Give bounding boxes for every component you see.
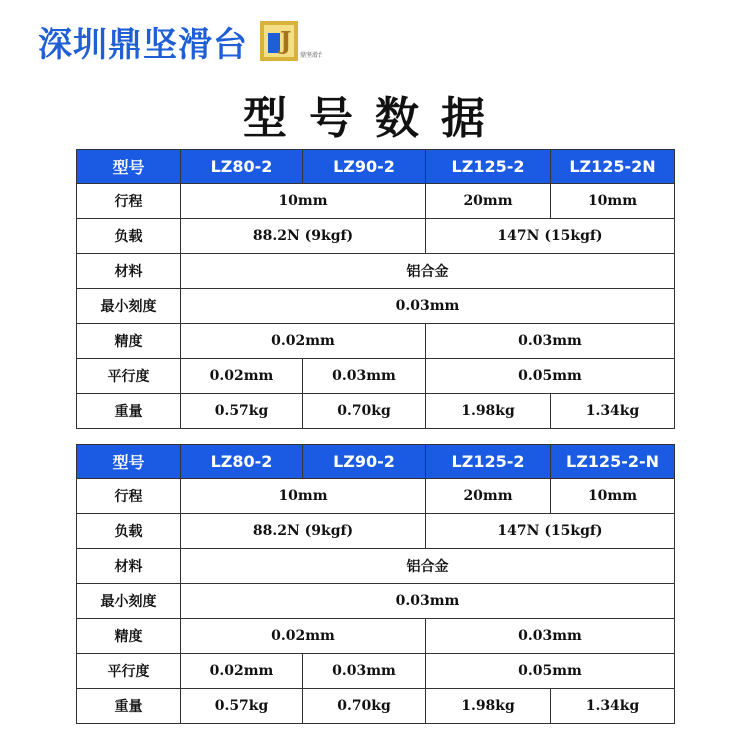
value-cell: 10mm (181, 184, 426, 219)
value-cell: 0.03mm (181, 584, 675, 619)
value-cell: 0.02mm (181, 324, 426, 359)
row-label: 负载 (77, 514, 181, 549)
brand-header (38, 18, 322, 64)
spec-table-2 (76, 444, 675, 724)
row-label: 重量 (77, 394, 181, 429)
row-label: 精度 (77, 324, 181, 359)
table-row-material (77, 549, 675, 584)
row-label: 最小刻度 (77, 584, 181, 619)
header-cell: LZ125-2-N (551, 445, 675, 479)
value-cell: 10mm (551, 184, 675, 219)
table-row-material (77, 254, 675, 289)
brand-name: 深圳鼎坚滑台 (38, 24, 248, 65)
value-cell: 0.03mm (426, 619, 675, 654)
value-cell: 88.2N (9kgf) (181, 514, 426, 549)
row-label: 精度 (77, 619, 181, 654)
table-row-parallelism (77, 654, 675, 689)
logo-caption: 鼎坚滑台 (300, 52, 322, 59)
table-row-load (77, 219, 675, 254)
row-label: 平行度 (77, 654, 181, 689)
value-cell: 铝合金 (181, 549, 675, 584)
page-title: 型号数据 (243, 93, 507, 144)
table-row-stroke (77, 184, 675, 219)
header-cell: LZ125-2 (426, 150, 551, 184)
value-cell: 1.34kg (551, 394, 675, 429)
table-row-accuracy (77, 619, 675, 654)
table-row-stroke (77, 479, 675, 514)
header-cell-model: 型号 (77, 150, 181, 184)
header-cell-model: 型号 (77, 445, 181, 479)
row-label: 重量 (77, 689, 181, 724)
header-cell: LZ80-2 (181, 445, 303, 479)
value-cell: 0.02mm (181, 654, 303, 689)
logo-icon (258, 19, 322, 63)
logo-letter: J (280, 26, 292, 55)
value-cell: 1.98kg (426, 394, 551, 429)
value-cell: 10mm (181, 479, 426, 514)
table-row-weight (77, 689, 675, 724)
value-cell: 88.2N (9kgf) (181, 219, 426, 254)
value-cell: 0.03mm (303, 654, 426, 689)
value-cell: 0.02mm (181, 359, 303, 394)
header-cell: LZ125-2N (551, 150, 675, 184)
value-cell: 10mm (551, 479, 675, 514)
value-cell: 147N (15kgf) (426, 514, 675, 549)
table-row-load (77, 514, 675, 549)
value-cell: 铝合金 (181, 254, 675, 289)
table-row-min-scale (77, 584, 675, 619)
value-cell: 20mm (426, 479, 551, 514)
header-cell: LZ80-2 (181, 150, 303, 184)
table-row-min-scale (77, 289, 675, 324)
table-row-accuracy (77, 324, 675, 359)
table-header-row (77, 150, 675, 184)
value-cell: 0.70kg (303, 689, 426, 724)
row-label: 行程 (77, 184, 181, 219)
header-cell: LZ125-2 (426, 445, 551, 479)
company-logo (258, 19, 322, 63)
value-cell: 0.02mm (181, 619, 426, 654)
value-cell: 0.57kg (181, 689, 303, 724)
value-cell: 0.03mm (303, 359, 426, 394)
value-cell: 0.03mm (181, 289, 675, 324)
row-label: 材料 (77, 549, 181, 584)
row-label: 材料 (77, 254, 181, 289)
value-cell: 0.05mm (426, 359, 675, 394)
value-cell: 1.34kg (551, 689, 675, 724)
value-cell: 20mm (426, 184, 551, 219)
value-cell: 0.03mm (426, 324, 675, 359)
header-cell: LZ90-2 (303, 445, 426, 479)
value-cell: 147N (15kgf) (426, 219, 675, 254)
value-cell: 0.05mm (426, 654, 675, 689)
value-cell: 1.98kg (426, 689, 551, 724)
row-label: 平行度 (77, 359, 181, 394)
row-label: 最小刻度 (77, 289, 181, 324)
value-cell: 0.70kg (303, 394, 426, 429)
spec-table-1 (76, 149, 675, 429)
table-row-parallelism (77, 359, 675, 394)
row-label: 行程 (77, 479, 181, 514)
row-label: 负载 (77, 219, 181, 254)
header-cell: LZ90-2 (303, 150, 426, 184)
table-header-row (77, 445, 675, 479)
value-cell: 0.57kg (181, 394, 303, 429)
table-row-weight (77, 394, 675, 429)
